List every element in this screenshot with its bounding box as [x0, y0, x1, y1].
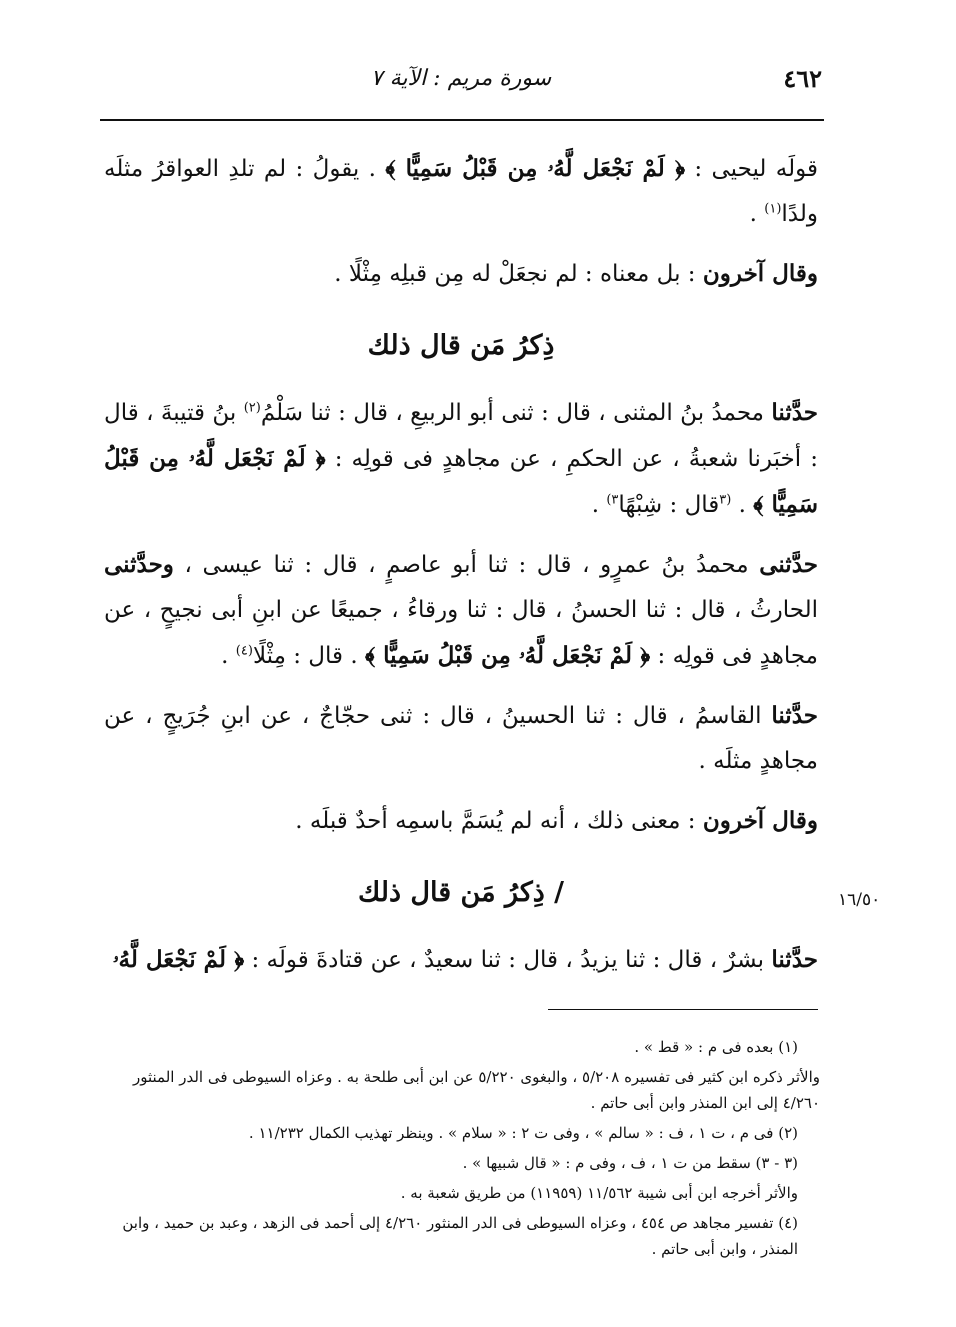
- text: قولَه ليحيى :: [685, 156, 818, 182]
- lead-phrase: حدَّثنا: [771, 946, 818, 973]
- paragraph: [104, 937, 818, 983]
- paragraph: [104, 798, 818, 844]
- text: .: [749, 201, 765, 227]
- body-text: [104, 146, 818, 997]
- footnote-ref: (٢): [243, 400, 261, 416]
- quran-verse: ﴿ لَمْ نَجْعَل لَّهُۥ مِن قَبْلُ سَمِيًّا ﴾: [385, 155, 686, 182]
- footnote-rule: [548, 1009, 818, 1010]
- footnote: (٢) فى م ، ت ١ ، ف : « سالم » ، وفى ت ٢ : « سلام » . وينظر تهذيب الكمال ١١/٢٣٢ .: [248, 1124, 798, 1142]
- paragraph: [104, 251, 818, 297]
- text: . قال : مِثْلًا: [252, 643, 365, 669]
- lead-phrase: وحدَّثنى: [104, 551, 174, 578]
- text: .: [591, 492, 607, 518]
- text: محمدُ بنُ المثنى ، قال : ثنى أبو الربيعِ ، قال : ثنا سَلْمُ: [260, 400, 772, 426]
- text: الحارثُ ، قال : ثنا الحسنُ ، قال : ثنا ورقاءُ ، جميعًا عن ابنِ أبى نجيحٍ ، عن مجاهدٍ فى قولِه :: [104, 597, 818, 669]
- footnote-ref: ٣): [606, 492, 619, 508]
- lead-phrase: وقال آخرون: [702, 260, 818, 287]
- margin-page-reference: ١٦/٥٠: [838, 890, 881, 910]
- footnote-ref: (١): [764, 201, 782, 217]
- section-heading: / ذِكرُ مَن قال ذلك: [357, 877, 564, 908]
- text: قال : شِبْهًا: [618, 492, 720, 518]
- paragraph: [104, 146, 818, 237]
- footnote-ref: (٣: [719, 492, 732, 508]
- text: بشرٌ ، قال : ثنا يزيدُ ، قال : ثنا سعيدٌ ، عن قتادةَ قولَه :: [244, 947, 772, 973]
- footnote: والأثر أخرجه ابن أبى شيبة ١١/٥٦٢ (١١٩٥٩) من طريق شعبة به .: [400, 1184, 798, 1202]
- lead-phrase: حدَّثنا: [771, 702, 818, 729]
- paragraph: [104, 390, 818, 528]
- text: .: [731, 492, 754, 518]
- section-heading: ذِكرُ مَن قال ذلك: [367, 330, 555, 361]
- footnote: (٣ - ٣) سقط من ت ١ ، ف ، وفى م : « قال شبيها » .: [462, 1154, 798, 1172]
- footnote: والأثر ذكره ابن كثير فى تفسيره ٥/٢٠٨ ، والبغوى ٥/٢٢٠ عن ابن أبى طلحة به . وعزاه السيوطى فى الدر المنثور ٤/٢٦٠ إلى ابن المنذر وابن أبى حاتم .: [132, 1068, 820, 1112]
- text: : بل معناه : لم نجعَلْ له مِن قبلِه مِثْلًا .: [334, 261, 703, 287]
- paragraph: [104, 693, 818, 784]
- footnotes: [104, 1034, 820, 1266]
- text: .: [221, 643, 236, 669]
- lead-phrase: حدَّثنا: [771, 399, 819, 426]
- text: القاسمُ ، قال : ثنا الحسينُ ، قال : ثنى حجّاجٌ ، عن ابنِ جُرَيجٍ ، عن مجاهدٍ مثلَه .: [104, 703, 818, 774]
- quran-verse: ﴿ لَمْ نَجْعَل لَّهُۥ مِن قَبْلُ سَمِيًّا ﴾: [104, 445, 818, 518]
- footnote-ref: (٤): [235, 643, 253, 659]
- running-head: سورة مريم : الآية ٧: [370, 66, 552, 91]
- footnote: (٤) تفسير مجاهد ص ٤٥٤ ، وعزاه السيوطى فى الدر المنثور ٤/٢٦٠ إلى أحمد فى الزهد ، وعبد بن حميد ، وابن المنذر ، وابن أبى حاتم .: [122, 1214, 798, 1258]
- text: . يقولُ : لم تلدِ العواقرُ مثلَه ولدًا: [104, 156, 818, 227]
- header-rule: [100, 119, 824, 121]
- text: بنُ قتيبةَ ، قال : أخبَرنا شعبةُ ، عن الحكمِ ، عن مجاهدٍ فى قولِه :: [104, 400, 818, 472]
- lead-phrase: حدَّثنى: [759, 551, 818, 578]
- text: : معنى ذلك ، أنه لم يُسَمَّ باسمِه أحدٌ قبلَه .: [295, 808, 703, 834]
- quran-verse: ﴿ لَمْ نَجْعَل لَّهُۥ: [112, 946, 245, 973]
- page-header: [100, 62, 822, 102]
- lead-phrase: وقال آخرون: [702, 807, 818, 834]
- text: محمدُ بنُ عمرٍو ، قال : ثنا أبو عاصمٍ ، قال : ثنا عيسى ،: [173, 552, 760, 578]
- quran-verse: ﴿ لَمْ نَجْعَل لَّهُۥ مِن قَبْلُ سَمِيًّا ﴾: [364, 642, 651, 669]
- paragraph: [104, 542, 818, 679]
- footnote: (١) بعده فى م : « قط » .: [634, 1038, 798, 1056]
- page-number: ٤٦٢: [783, 64, 822, 93]
